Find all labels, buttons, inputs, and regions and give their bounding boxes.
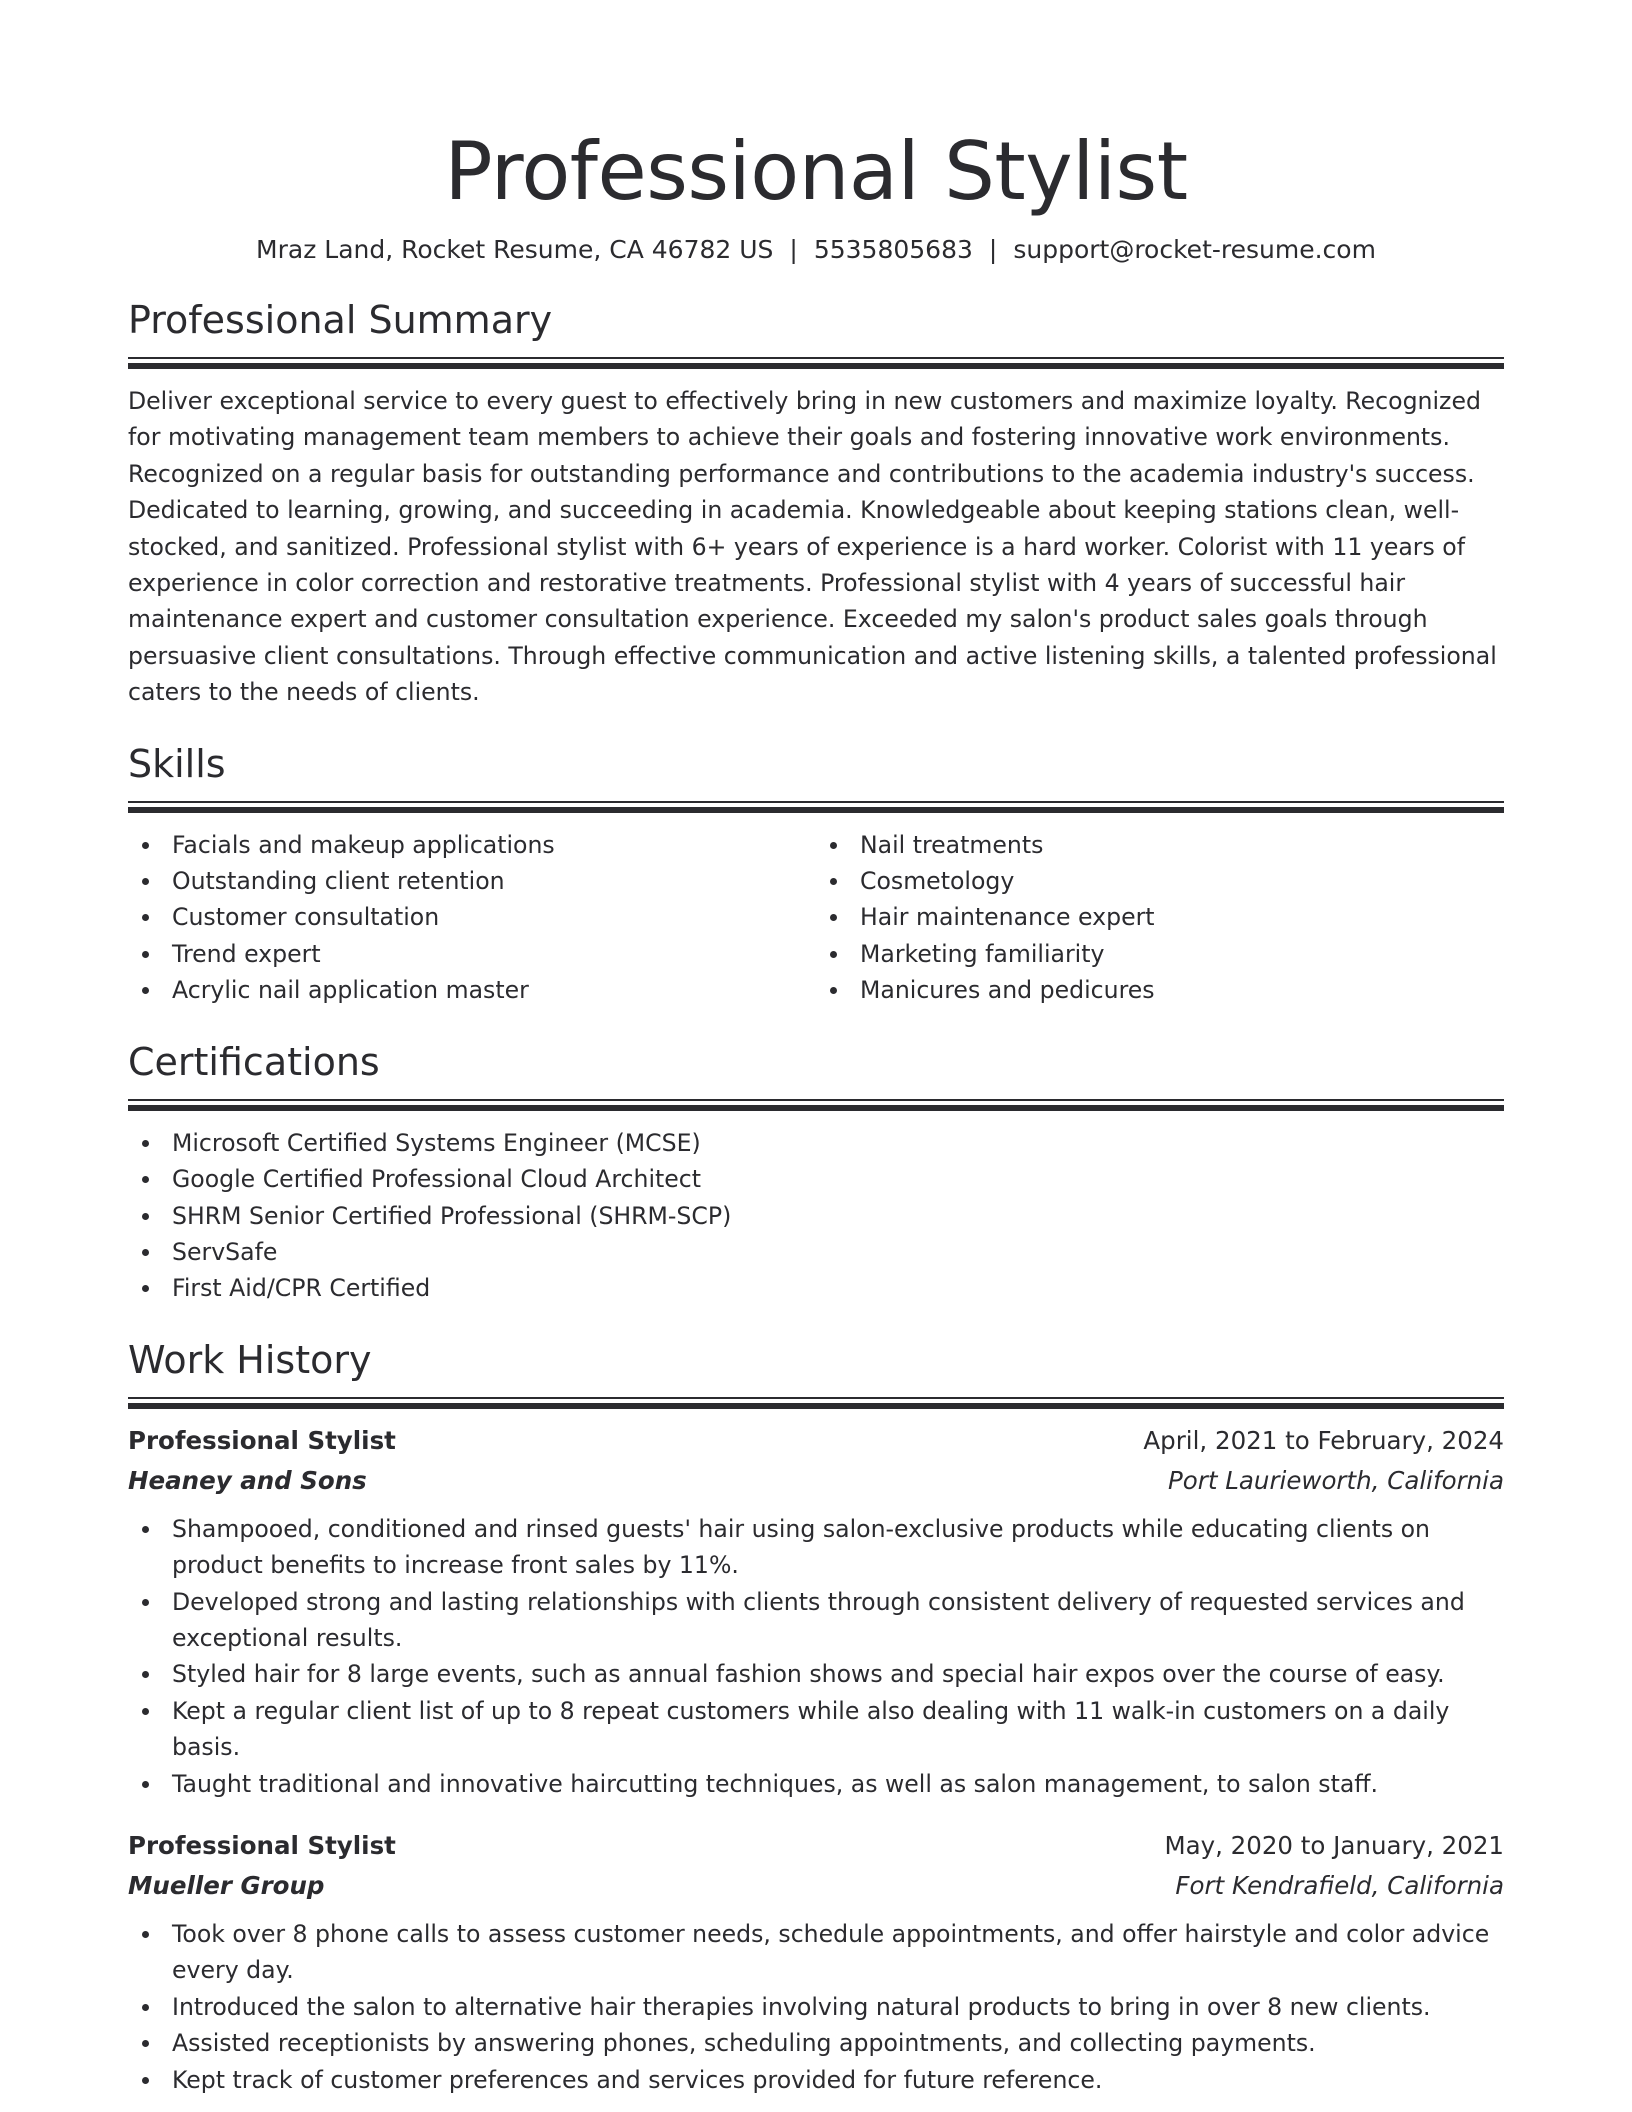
job-entry [128,1421,1504,1802]
section-title-skills: Skills [128,741,226,786]
job-entry [128,1826,1504,2098]
section-title-work-history: Work History [128,1337,372,1382]
job-header-row [128,1421,1504,1461]
job-subheader-row [128,1866,1504,1906]
section-title-summary: Professional Summary [128,298,553,342]
job-bullet: Took over 8 phone calls to assess customer needs, schedule appointments, and offer hairstyle and color advice every day. [128,1916,1504,1989]
certification-item: First Aid/CPR Certified [128,1270,1504,1306]
job-bullet: Taught traditional and innovative haircutting techniques, as well as salon management, to salon staff. [128,1766,1504,1802]
skill-item: Hair maintenance expert [816,899,1504,935]
certification-item: Google Certified Professional Cloud Architect [128,1161,1504,1197]
resume-name: Professional Stylist [444,125,1188,218]
skill-item: Facials and makeup applications [128,827,816,863]
certification-item: ServSafe [128,1234,1504,1270]
job-company: Mueller Group [128,1870,325,1900]
skill-item: Acrylic nail application master [128,972,816,1008]
certification-item: SHRM Senior Certified Professional (SHRM-SCP) [128,1198,1504,1234]
contact-phone: 5535805683 [813,235,973,264]
job-dates: May, 2020 to January, 2021 [1164,1830,1504,1860]
section-divider [128,357,1504,369]
skills-column-right [816,827,1504,1009]
skill-item: Nail treatments [816,827,1504,863]
skills-section [128,739,1504,1009]
skill-item: Cosmetology [816,863,1504,899]
job-title: Professional Stylist [128,1425,396,1455]
job-bullet: Kept a regular client list of up to 8 repeat customers while also dealing with 11 walk-in customers on a daily basis. [128,1693,1504,1766]
job-header-row [128,1826,1504,1866]
job-title: Professional Stylist [128,1830,396,1860]
skills-column-left [128,827,816,1009]
certification-item: Microsoft Certified Systems Engineer (MCSE) [128,1125,1504,1161]
job-location: Fort Kendrafield, California [1175,1870,1504,1900]
contact-separator: | [789,235,798,264]
contact-separator: | [988,235,998,264]
job-bullet: Styled hair for 8 large events, such as annual fashion shows and special hair expos over the course of easy. [128,1656,1504,1692]
job-bullets [128,1511,1504,1802]
job-company: Heaney and Sons [128,1465,367,1495]
work-history-section [128,1335,1504,2098]
job-bullets [128,1916,1504,2098]
section-divider [128,801,1504,813]
skill-item: Customer consultation [128,899,816,935]
skill-item: Trend expert [128,936,816,972]
section-divider [128,1099,1504,1111]
job-dates: April, 2021 to February, 2024 [1143,1425,1504,1455]
skill-item: Outstanding client retention [128,863,816,899]
certifications-list [128,1125,1504,1307]
section-divider [128,1397,1504,1409]
skill-item: Manicures and pedicures [816,972,1504,1008]
contact-email: support@rocket-resume.com [1013,235,1376,264]
summary-text: Deliver exceptional service to every guest to effectively bring in new customers and maximize loyalty. Recognized for motivating management team members to achieve their goals and fostering innovative work environments. Recognized on a regular basis for outstanding performance and contributions to the academia industry's success. Dedicated to learning, growing, and succeeding in academia. Knowledgeable about keeping stations clean, well-stocked, and sanitized. Professional stylist with 6+ years of experience is a hard worker. Colorist with 11 years of experience in color correction and restorative treatments. Professional stylist with 4 years of successful hair maintenance expert and customer consultation experience. Exceeded my salon's product sales goals through persuasive client consultations. Through effective communication and active listening skills, a talented professional caters to the needs of clients. [128,387,1497,707]
job-bullet: Introduced the salon to alternative hair therapies involving natural products to bring in over 8 new clients. [128,1989,1504,2025]
job-location: Port Laurieworth, California [1168,1465,1504,1495]
resume-page [128,0,1504,2098]
job-bullet: Developed strong and lasting relationships with clients through consistent delivery of requested services and exceptional results. [128,1584,1504,1657]
skills-grid [128,827,1504,1009]
skill-item: Marketing familiarity [816,936,1504,972]
job-bullet: Shampooed, conditioned and rinsed guests' hair using salon-exclusive products while educating clients on product benefits to increase front sales by 11%. [128,1511,1504,1584]
job-bullet: Kept track of customer preferences and services provided for future reference. [128,2062,1504,2098]
section-title-certifications: Certifications [128,1039,380,1084]
certifications-section [128,1037,1504,1307]
job-subheader-row [128,1461,1504,1501]
contact-line [128,234,1504,266]
job-bullet: Assisted receptionists by answering phones, scheduling appointments, and collecting payments. [128,2025,1504,2061]
summary-section [128,295,1504,711]
contact-address: Mraz Land, Rocket Resume, CA 46782 US [256,235,774,264]
